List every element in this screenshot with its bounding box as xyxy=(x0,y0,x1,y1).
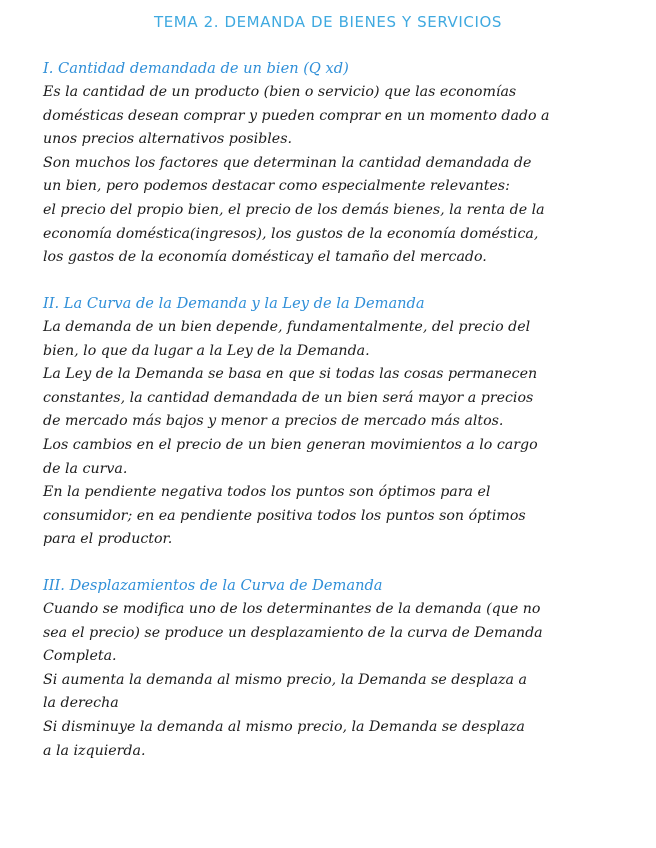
paragraph-line: para el productor. xyxy=(43,531,173,548)
section-heading: II. La Curva de la Demanda y la Ley de la Demanda xyxy=(43,295,425,312)
section-heading: I. Cantidad demandada de un bien (Q xd) xyxy=(43,60,349,77)
paragraph-line: sea el precio) se produce un desplazamiento de la curva de Demanda xyxy=(43,624,543,641)
section-cantidad-demandada xyxy=(43,57,623,270)
paragraph-line: los gastos de la economía domésticay el tamaño del mercado. xyxy=(43,249,487,266)
paragraph-line: Completa. xyxy=(43,648,117,665)
paragraph-line: bien, lo que da lugar a la Ley de la Demanda. xyxy=(43,342,370,359)
section-curva-demanda xyxy=(43,292,623,552)
document-title: TEMA 2. DEMANDA DE BIENES Y SERVICIOS xyxy=(153,13,503,31)
paragraph-line: un bien, pero podemos destacar como especialmente relevantes: xyxy=(43,178,510,195)
paragraph-line: consumidor; en ea pendiente positiva todos los puntos son óptimos xyxy=(43,507,526,524)
paragraph-line: de la curva. xyxy=(43,460,128,477)
paragraph-line: Es la cantidad de un producto (bien o servicio) que las economías xyxy=(43,84,517,100)
paragraph-line: constantes, la cantidad demandada de un bien será mayor a precios xyxy=(43,389,534,406)
paragraph-line: La demanda de un bien depende, fundamentalmente, del precio del xyxy=(43,319,531,335)
paragraph-line: La Ley de la Demanda se basa en que si todas las cosas permanecen xyxy=(43,366,538,383)
paragraph-line: el precio del propio bien, el precio de los demás bienes, la renta de la xyxy=(43,201,545,218)
paragraph-line: unos precios alternativos posibles. xyxy=(43,131,292,148)
paragraph-line: Son muchos los factores que determinan la cantidad demandada de xyxy=(43,154,532,171)
section-heading: III. Desplazamientos de la Curva de Demanda xyxy=(43,577,383,594)
paragraph-line: economía doméstica(ingresos), los gustos de la economía doméstica, xyxy=(43,225,539,242)
section-desplazamientos xyxy=(43,574,623,763)
paragraph-line: de mercado más bajos y menor a precios de mercado más altos. xyxy=(43,413,504,430)
paragraph-line: Si aumenta la demanda al mismo precio, la Demanda se desplaza a xyxy=(43,671,527,688)
paragraph-line: Si disminuye la demanda al mismo precio, la Demanda se desplaza xyxy=(43,718,525,735)
paragraph-line: Cuando se modifica uno de los determinantes de la demanda (que no xyxy=(43,601,541,617)
paragraph-line: a la izquierda. xyxy=(43,742,146,759)
paragraph-line: Los cambios en el precio de un bien generan movimientos a lo cargo xyxy=(43,436,538,453)
paragraph-line: En la pendiente negativa todos los puntos son óptimos para el xyxy=(43,484,491,501)
paragraph-line: domésticas desean comprar y pueden comprar en un momento dado a xyxy=(43,107,550,124)
paragraph-line: la derecha xyxy=(43,695,119,712)
